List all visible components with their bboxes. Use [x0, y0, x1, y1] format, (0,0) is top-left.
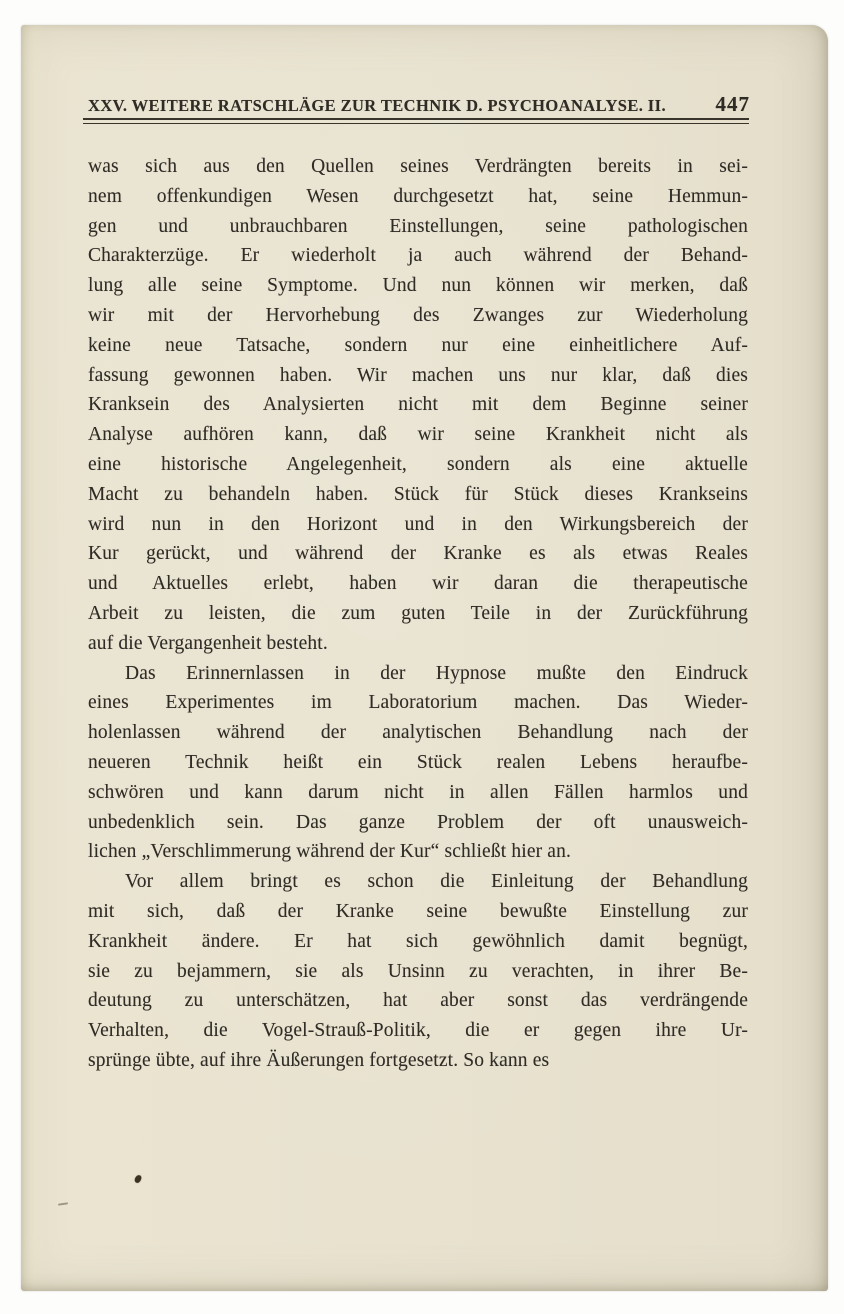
- text-line: schwören und kann darum nicht in allen Fällen harmlos und: [88, 781, 748, 803]
- text-line: keine neue Tatsache, sondern nur eine einheitlichere Auf-: [88, 334, 748, 356]
- paragraph: [88, 152, 748, 659]
- book-page: [21, 25, 828, 1291]
- paragraph: [88, 867, 748, 1076]
- text-line: sie zu bejammern, sie als Unsinn zu verachten, in ihrer Be-: [88, 960, 748, 982]
- text-line: Analyse aufhören kann, daß wir seine Krankheit nicht als: [88, 424, 748, 446]
- paragraph: [88, 659, 748, 868]
- header-rule: [83, 118, 749, 120]
- text-line: neueren Technik heißt ein Stück realen Lebens heraufbe-: [88, 751, 748, 773]
- text-line: unbedenklich sein. Das ganze Problem der oft unausweich-: [88, 811, 748, 833]
- text-line: holenlassen während der analytischen Behandlung nach der: [88, 722, 748, 744]
- text-line: lung alle seine Symptome. Und nun können wir merken, daß: [88, 275, 748, 297]
- text-line: und Aktuelles erlebt, haben wir daran die therapeutische: [88, 573, 748, 595]
- text-line: wird nun in den Horizont und in den Wirkungsbereich der: [88, 513, 748, 535]
- text-line: lichen „Verschlimmerung während der Kur“ schließt hier an.: [88, 841, 572, 863]
- text-block: [88, 152, 748, 1076]
- text-line: Das Erinnernlassen in der Hypnose mußte den Eindruck: [125, 662, 748, 684]
- text-line: Charakterzüge. Er wiederholt ja auch während der Behand-: [88, 245, 748, 267]
- text-line: fassung gewonnen haben. Wir machen uns nur klar, daß dies: [88, 364, 748, 386]
- text-line: auf die Vergangenheit besteht.: [88, 632, 328, 654]
- running-header: [88, 92, 750, 117]
- ink-speck-dash: [58, 1202, 68, 1205]
- text-line: was sich aus den Quellen seines Verdrängten bereits in sei-: [88, 156, 748, 177]
- ink-speck: [134, 1174, 142, 1183]
- text-line: sprünge übte, auf ihre Äußerungen fortgesetzt. So kann es: [88, 1049, 550, 1071]
- text-line: Arbeit zu leisten, die zum guten Teile in der Zurückführung: [88, 602, 748, 624]
- text-line: eine historische Angelegenheit, sondern als eine aktuelle: [88, 453, 748, 475]
- text-line: deutung zu unterschätzen, hat aber sonst das verdrängende: [88, 990, 748, 1012]
- text-line: nem offenkundigen Wesen durchgesetzt hat, seine Hemmun-: [88, 185, 748, 207]
- text-line: eines Experimentes im Laboratorium machen. Das Wieder-: [88, 692, 748, 714]
- text-line: Verhalten, die Vogel-Strauß-Politik, die er gegen ihre Ur-: [88, 1020, 748, 1042]
- text-line: wir mit der Hervorhebung des Zwanges zur Wiederholung: [88, 304, 748, 326]
- text-line: Kranksein des Analysierten nicht mit dem Beginne seiner: [88, 394, 748, 416]
- text-line: Kur gerückt, und während der Kranke es als etwas Reales: [88, 543, 748, 565]
- text-line: gen und unbrauchbaren Einstellungen, seine pathologischen: [88, 215, 748, 237]
- page-number: 447: [715, 92, 750, 116]
- header-title: XXV. WEITERE RATSCHLÄGE ZUR TECHNIK D. PSYCHOANALYSE. II.: [88, 96, 666, 115]
- text-line: Krankheit ändere. Er hat sich gewöhnlich damit begnügt,: [88, 930, 748, 952]
- text-line: mit sich, daß der Kranke seine bewußte Einstellung zur: [88, 900, 748, 922]
- text-line: Vor allem bringt es schon die Einleitung der Behandlung: [125, 871, 748, 893]
- text-line: Macht zu behandeln haben. Stück für Stück dieses Krankseins: [88, 483, 748, 505]
